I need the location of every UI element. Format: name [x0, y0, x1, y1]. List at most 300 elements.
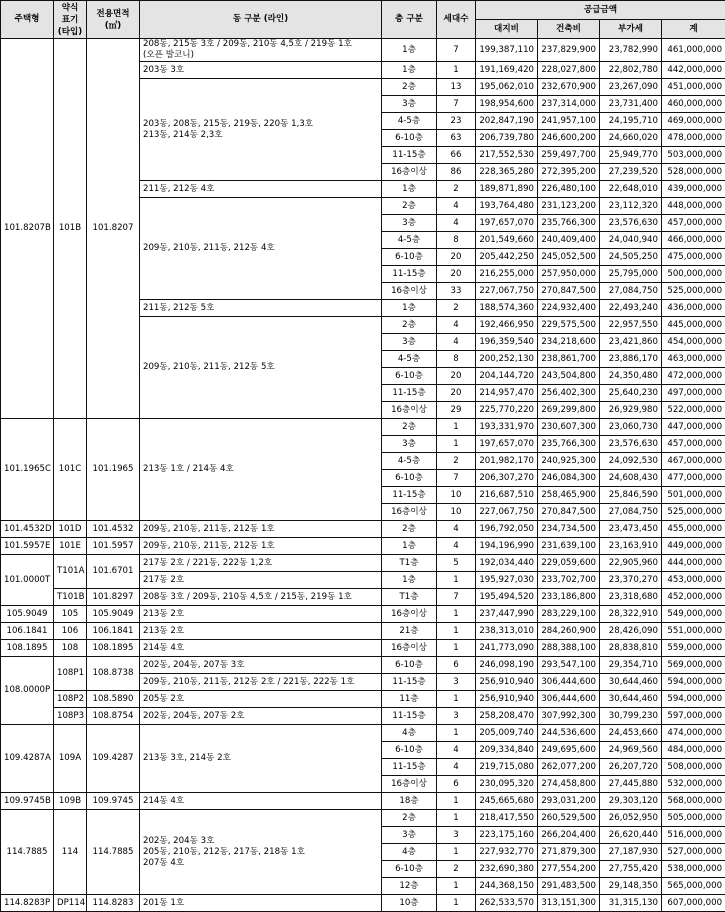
- households-cell: 1: [437, 895, 476, 912]
- dong-cell: 202동, 204동 3호 205동, 210동, 212동, 217동, 218동 1호 207동 4호: [140, 810, 382, 895]
- households-cell: 66: [437, 147, 476, 164]
- vat-cell: 23,731,400: [600, 96, 662, 113]
- households-cell: 2: [437, 300, 476, 317]
- building-cell: 291,483,500: [538, 878, 600, 895]
- type-cell: 108.1895: [1, 640, 54, 657]
- total-cell: 455,000,000: [662, 521, 725, 538]
- total-cell: 461,000,000: [662, 39, 725, 62]
- households-cell: 10: [437, 504, 476, 521]
- vat-cell: 23,267,090: [600, 79, 662, 96]
- notation-cell: 109B: [54, 793, 87, 810]
- land-cell: 200,252,130: [476, 351, 538, 368]
- notation-cell: 101B: [54, 39, 87, 419]
- total-cell: 472,000,000: [662, 368, 725, 385]
- floor-cell: 1층: [382, 300, 437, 317]
- dong-cell: 205동 2호: [140, 691, 382, 708]
- area-cell: 101.1965: [87, 419, 140, 521]
- type-cell: 101.5957E: [1, 538, 54, 555]
- floor-cell: 16층이상: [382, 164, 437, 181]
- area-cell: 108.8738: [87, 657, 140, 691]
- total-cell: 594,000,000: [662, 674, 725, 691]
- table-row: [1, 521, 725, 538]
- households-cell: 8: [437, 351, 476, 368]
- floor-cell: 4층: [382, 844, 437, 861]
- vat-cell: 25,640,230: [600, 385, 662, 402]
- households-cell: 3: [437, 708, 476, 725]
- total-cell: 445,000,000: [662, 317, 725, 334]
- vat-cell: 22,648,010: [600, 181, 662, 198]
- land-cell: 244,368,150: [476, 878, 538, 895]
- vat-cell: 23,370,270: [600, 572, 662, 589]
- land-cell: 216,687,510: [476, 487, 538, 504]
- dong-cell: 213동 1호 / 214동 4호: [140, 419, 382, 521]
- total-cell: 568,000,000: [662, 793, 725, 810]
- notation-cell: 101C: [54, 419, 87, 521]
- vat-cell: 24,453,660: [600, 725, 662, 742]
- vat-cell: 26,620,440: [600, 827, 662, 844]
- vat-cell: 29,303,120: [600, 793, 662, 810]
- dong-cell: 211동, 212동 4호: [140, 181, 382, 198]
- dong-cell: 214동 4호: [140, 640, 382, 657]
- land-cell: 225,770,220: [476, 402, 538, 419]
- area-cell: 101.8207: [87, 39, 140, 419]
- land-cell: 189,871,890: [476, 181, 538, 198]
- households-cell: 13: [437, 79, 476, 96]
- table-row: [1, 606, 725, 623]
- floor-cell: 4-5층: [382, 113, 437, 130]
- land-cell: 206,307,270: [476, 470, 538, 487]
- building-cell: 231,639,100: [538, 538, 600, 555]
- total-cell: 497,000,000: [662, 385, 725, 402]
- total-cell: 484,000,000: [662, 742, 725, 759]
- header-building: 건축비: [538, 20, 600, 39]
- building-cell: 277,554,200: [538, 861, 600, 878]
- households-cell: 1: [437, 419, 476, 436]
- vat-cell: 27,084,750: [600, 504, 662, 521]
- type-cell: 101.1965C: [1, 419, 54, 521]
- building-cell: 270,847,500: [538, 283, 600, 300]
- building-cell: 228,027,800: [538, 62, 600, 79]
- total-cell: 442,000,000: [662, 62, 725, 79]
- total-cell: 474,000,000: [662, 725, 725, 742]
- dong-cell: 203동 3호: [140, 62, 382, 79]
- building-cell: 249,695,600: [538, 742, 600, 759]
- vat-cell: 22,802,780: [600, 62, 662, 79]
- floor-cell: 11-15층: [382, 487, 437, 504]
- floor-cell: 6-10층: [382, 657, 437, 674]
- floor-cell: 16층이상: [382, 606, 437, 623]
- area-cell: 109.4287: [87, 725, 140, 793]
- floor-cell: 6-10층: [382, 470, 437, 487]
- land-cell: 196,359,540: [476, 334, 538, 351]
- dong-cell: 213동 3호, 214동 2호: [140, 725, 382, 793]
- land-cell: 214,957,470: [476, 385, 538, 402]
- total-cell: 460,000,000: [662, 96, 725, 113]
- land-cell: 209,334,840: [476, 742, 538, 759]
- floor-cell: 4-5층: [382, 351, 437, 368]
- vat-cell: 22,493,240: [600, 300, 662, 317]
- households-cell: 7: [437, 96, 476, 113]
- dong-cell: 214동 4호: [140, 793, 382, 810]
- header-supply: 공급금액: [476, 1, 725, 20]
- building-cell: 237,829,900: [538, 39, 600, 62]
- building-cell: 313,151,300: [538, 895, 600, 912]
- total-cell: 466,000,000: [662, 232, 725, 249]
- floor-cell: 4-5층: [382, 232, 437, 249]
- floor-cell: 16층이상: [382, 283, 437, 300]
- households-cell: 4: [437, 334, 476, 351]
- land-cell: 195,494,520: [476, 589, 538, 606]
- households-cell: 4: [437, 198, 476, 215]
- total-cell: 457,000,000: [662, 215, 725, 232]
- header-area-text: 전용면적 (㎡): [96, 9, 129, 31]
- vat-cell: 28,838,810: [600, 640, 662, 657]
- vat-cell: 26,929,980: [600, 402, 662, 419]
- total-cell: 527,000,000: [662, 844, 725, 861]
- land-cell: 197,657,070: [476, 215, 538, 232]
- building-cell: 270,847,500: [538, 504, 600, 521]
- area-cell: 101.4532: [87, 521, 140, 538]
- vat-cell: 23,060,730: [600, 419, 662, 436]
- vat-cell: 27,187,930: [600, 844, 662, 861]
- header-area: [87, 1, 140, 39]
- land-cell: 219,715,080: [476, 759, 538, 776]
- floor-cell: 2층: [382, 521, 437, 538]
- area-cell: 105.9049: [87, 606, 140, 623]
- floor-cell: 16층이상: [382, 776, 437, 793]
- vat-cell: 27,445,880: [600, 776, 662, 793]
- households-cell: 1: [437, 606, 476, 623]
- header-total: 계: [662, 20, 725, 39]
- total-cell: 463,000,000: [662, 351, 725, 368]
- building-cell: 243,504,800: [538, 368, 600, 385]
- land-cell: 201,982,170: [476, 453, 538, 470]
- vat-cell: 23,163,910: [600, 538, 662, 555]
- floor-cell: 4층: [382, 725, 437, 742]
- households-cell: 20: [437, 266, 476, 283]
- table-row: [1, 895, 725, 912]
- land-cell: 195,062,010: [476, 79, 538, 96]
- table-row: [1, 419, 725, 436]
- floor-cell: 16층이상: [382, 402, 437, 419]
- floor-cell: 2층: [382, 419, 437, 436]
- area-cell: 108.1895: [87, 640, 140, 657]
- total-cell: 549,000,000: [662, 606, 725, 623]
- vat-cell: 25,949,770: [600, 147, 662, 164]
- building-cell: 271,879,300: [538, 844, 600, 861]
- vat-cell: 26,207,720: [600, 759, 662, 776]
- floor-cell: 1층: [382, 572, 437, 589]
- type-cell: 114.7885: [1, 810, 54, 895]
- building-cell: 232,670,900: [538, 79, 600, 96]
- total-cell: 528,000,000: [662, 164, 725, 181]
- building-cell: 231,123,200: [538, 198, 600, 215]
- area-cell: 108.8754: [87, 708, 140, 725]
- dong-cell: 202동, 204동, 207동 2호: [140, 708, 382, 725]
- dong-cell: 213동 2호: [140, 623, 382, 640]
- floor-cell: 11-15층: [382, 674, 437, 691]
- building-cell: 244,536,600: [538, 725, 600, 742]
- vat-cell: 26,052,950: [600, 810, 662, 827]
- area-cell: 114.8283: [87, 895, 140, 912]
- total-cell: 478,000,000: [662, 130, 725, 147]
- total-cell: 451,000,000: [662, 79, 725, 96]
- building-cell: 269,299,800: [538, 402, 600, 419]
- land-cell: 188,574,360: [476, 300, 538, 317]
- total-cell: 522,000,000: [662, 402, 725, 419]
- floor-cell: 16층이상: [382, 640, 437, 657]
- floor-cell: 12층: [382, 878, 437, 895]
- header-notation: [54, 1, 87, 39]
- land-cell: 205,442,250: [476, 249, 538, 266]
- households-cell: 4: [437, 742, 476, 759]
- building-cell: 224,932,400: [538, 300, 600, 317]
- households-cell: 1: [437, 572, 476, 589]
- floor-cell: 6-10층: [382, 130, 437, 147]
- floor-cell: 2층: [382, 198, 437, 215]
- total-cell: 436,000,000: [662, 300, 725, 317]
- floor-cell: 3층: [382, 436, 437, 453]
- type-cell: 106.1841: [1, 623, 54, 640]
- households-cell: 23: [437, 113, 476, 130]
- vat-cell: 31,315,130: [600, 895, 662, 912]
- households-cell: 4: [437, 317, 476, 334]
- notation-cell: T101B: [54, 589, 87, 606]
- table-body: [1, 39, 725, 912]
- total-cell: 448,000,000: [662, 198, 725, 215]
- land-cell: 262,533,570: [476, 895, 538, 912]
- total-cell: 469,000,000: [662, 113, 725, 130]
- households-cell: 6: [437, 776, 476, 793]
- building-cell: 233,186,800: [538, 589, 600, 606]
- table-row: [1, 657, 725, 674]
- building-cell: 235,766,300: [538, 215, 600, 232]
- dong-cell: 209동, 210동, 211동, 212동 4호: [140, 198, 382, 300]
- vat-cell: 23,576,630: [600, 215, 662, 232]
- building-cell: 241,957,100: [538, 113, 600, 130]
- land-cell: 232,690,380: [476, 861, 538, 878]
- table-row: [1, 708, 725, 725]
- vat-cell: 24,505,250: [600, 249, 662, 266]
- building-cell: 235,766,300: [538, 436, 600, 453]
- building-cell: 284,260,900: [538, 623, 600, 640]
- dong-cell: 211동, 212동 5호: [140, 300, 382, 317]
- total-cell: 559,000,000: [662, 640, 725, 657]
- header-households: 세대수: [437, 1, 476, 39]
- floor-cell: 11-15층: [382, 385, 437, 402]
- notation-cell: 101D: [54, 521, 87, 538]
- building-cell: 230,607,300: [538, 419, 600, 436]
- building-cell: 306,444,600: [538, 674, 600, 691]
- land-cell: 204,144,720: [476, 368, 538, 385]
- households-cell: 29: [437, 402, 476, 419]
- households-cell: 4: [437, 759, 476, 776]
- floor-cell: 11-15층: [382, 708, 437, 725]
- building-cell: 229,059,600: [538, 555, 600, 572]
- building-cell: 238,861,700: [538, 351, 600, 368]
- households-cell: 2: [437, 453, 476, 470]
- header-floor: 층 구분: [382, 1, 437, 39]
- total-cell: 525,000,000: [662, 283, 725, 300]
- land-cell: 258,208,470: [476, 708, 538, 725]
- floor-cell: 10층: [382, 895, 437, 912]
- land-cell: 238,313,010: [476, 623, 538, 640]
- land-cell: 193,764,480: [476, 198, 538, 215]
- land-cell: 228,365,280: [476, 164, 538, 181]
- dong-cell: 202동, 204동, 207동 3호: [140, 657, 382, 674]
- building-cell: 226,480,100: [538, 181, 600, 198]
- type-cell: 114.8283P: [1, 895, 54, 912]
- floor-cell: 16층이상: [382, 504, 437, 521]
- notation-cell: 114: [54, 810, 87, 895]
- total-cell: 457,000,000: [662, 436, 725, 453]
- floor-cell: 3층: [382, 215, 437, 232]
- table-row: [1, 691, 725, 708]
- building-cell: 240,925,300: [538, 453, 600, 470]
- total-cell: 508,000,000: [662, 759, 725, 776]
- type-cell: 109.4287A: [1, 725, 54, 793]
- vat-cell: 23,421,860: [600, 334, 662, 351]
- total-cell: 475,000,000: [662, 249, 725, 266]
- building-cell: 240,409,400: [538, 232, 600, 249]
- header-vat: 부가세: [600, 20, 662, 39]
- table-row: [1, 640, 725, 657]
- total-cell: 525,000,000: [662, 504, 725, 521]
- area-cell: 106.1841: [87, 623, 140, 640]
- total-cell: 467,000,000: [662, 453, 725, 470]
- vat-cell: 29,148,350: [600, 878, 662, 895]
- type-cell: 109.9745B: [1, 793, 54, 810]
- area-cell: 101.8297: [87, 589, 140, 606]
- land-cell: 202,847,190: [476, 113, 538, 130]
- total-cell: 501,000,000: [662, 487, 725, 504]
- dong-cell: 208동 3호 / 209동, 210동 4,5호 / 215동, 219동 1호: [140, 589, 382, 606]
- total-cell: 454,000,000: [662, 334, 725, 351]
- building-cell: 229,575,500: [538, 317, 600, 334]
- notation-cell: 108P3: [54, 708, 87, 725]
- vat-cell: 23,318,680: [600, 589, 662, 606]
- building-cell: 258,465,900: [538, 487, 600, 504]
- table-row: [1, 725, 725, 742]
- type-cell: 101.0000T: [1, 555, 54, 606]
- type-cell: 101.4532D: [1, 521, 54, 538]
- vat-cell: 23,473,450: [600, 521, 662, 538]
- total-cell: 444,000,000: [662, 555, 725, 572]
- floor-cell: 2층: [382, 810, 437, 827]
- land-cell: 199,387,110: [476, 39, 538, 62]
- total-cell: 477,000,000: [662, 470, 725, 487]
- notation-cell: DP114: [54, 895, 87, 912]
- table-header: [1, 1, 725, 39]
- land-cell: 191,169,420: [476, 62, 538, 79]
- households-cell: 1: [437, 793, 476, 810]
- dong-cell: 209동, 210동, 211동, 212동 5호: [140, 317, 382, 419]
- vat-cell: 28,426,090: [600, 623, 662, 640]
- table-row: [1, 623, 725, 640]
- land-cell: 192,466,950: [476, 317, 538, 334]
- households-cell: 1: [437, 691, 476, 708]
- building-cell: 262,077,200: [538, 759, 600, 776]
- vat-cell: 27,239,520: [600, 164, 662, 181]
- vat-cell: 27,755,420: [600, 861, 662, 878]
- total-cell: 449,000,000: [662, 538, 725, 555]
- households-cell: 20: [437, 368, 476, 385]
- vat-cell: 23,886,170: [600, 351, 662, 368]
- building-cell: 293,031,200: [538, 793, 600, 810]
- households-cell: 1: [437, 640, 476, 657]
- area-cell: 101.5957: [87, 538, 140, 555]
- households-cell: 2: [437, 181, 476, 198]
- floor-cell: 1층: [382, 39, 437, 62]
- building-cell: 266,204,400: [538, 827, 600, 844]
- floor-cell: 3층: [382, 827, 437, 844]
- households-cell: 8: [437, 232, 476, 249]
- building-cell: 307,992,300: [538, 708, 600, 725]
- vat-cell: 28,322,910: [600, 606, 662, 623]
- total-cell: 452,000,000: [662, 589, 725, 606]
- households-cell: 33: [437, 283, 476, 300]
- households-cell: 7: [437, 470, 476, 487]
- households-cell: 20: [437, 385, 476, 402]
- dong-cell: 217동 2호: [140, 572, 382, 589]
- total-cell: 569,000,000: [662, 657, 725, 674]
- floor-cell: 6-10층: [382, 742, 437, 759]
- header-land: 대지비: [476, 20, 538, 39]
- notation-cell: 108: [54, 640, 87, 657]
- building-cell: 283,229,100: [538, 606, 600, 623]
- households-cell: 4: [437, 215, 476, 232]
- land-cell: 192,034,440: [476, 555, 538, 572]
- floor-cell: T1층: [382, 555, 437, 572]
- vat-cell: 24,660,020: [600, 130, 662, 147]
- dong-cell: 213동 2호: [140, 606, 382, 623]
- vat-cell: 30,799,230: [600, 708, 662, 725]
- total-cell: 516,000,000: [662, 827, 725, 844]
- total-cell: 551,000,000: [662, 623, 725, 640]
- building-cell: 246,084,300: [538, 470, 600, 487]
- floor-cell: 2층: [382, 317, 437, 334]
- households-cell: 5: [437, 555, 476, 572]
- floor-cell: 6-10층: [382, 861, 437, 878]
- table-row: [1, 810, 725, 827]
- total-cell: 597,000,000: [662, 708, 725, 725]
- land-cell: 201,549,660: [476, 232, 538, 249]
- floor-cell: 1층: [382, 181, 437, 198]
- vat-cell: 22,957,550: [600, 317, 662, 334]
- land-cell: 195,927,030: [476, 572, 538, 589]
- total-cell: 503,000,000: [662, 147, 725, 164]
- building-cell: 246,600,200: [538, 130, 600, 147]
- dong-cell: 208동, 215동 3호 / 209동, 210동 4,5호 / 219동 1호 (오픈 발코니): [140, 39, 382, 62]
- building-cell: 306,444,600: [538, 691, 600, 708]
- building-cell: 234,734,500: [538, 521, 600, 538]
- building-cell: 233,702,700: [538, 572, 600, 589]
- building-cell: 260,529,500: [538, 810, 600, 827]
- floor-cell: 11-15층: [382, 266, 437, 283]
- table-row: [1, 39, 725, 62]
- vat-cell: 25,795,000: [600, 266, 662, 283]
- total-cell: 505,000,000: [662, 810, 725, 827]
- households-cell: 20: [437, 249, 476, 266]
- land-cell: 216,255,000: [476, 266, 538, 283]
- vat-cell: 24,092,530: [600, 453, 662, 470]
- total-cell: 447,000,000: [662, 419, 725, 436]
- vat-cell: 25,846,590: [600, 487, 662, 504]
- households-cell: 6: [437, 657, 476, 674]
- dong-cell: 203동, 208동, 215동, 219동, 220동 1,3호 213동, 214동 2,3호: [140, 79, 382, 181]
- land-cell: 223,175,160: [476, 827, 538, 844]
- notation-cell: 106: [54, 623, 87, 640]
